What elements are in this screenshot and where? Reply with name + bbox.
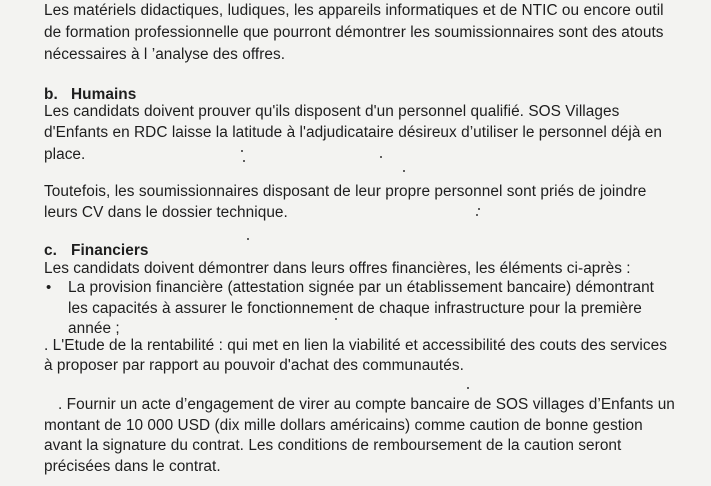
scan-speck: [380, 156, 382, 158]
scan-speck: [476, 214, 478, 216]
list-item-line: montant de 10 000 USD (dix mille dollars américains) comme caution de bonne gestion: [44, 417, 643, 434]
section-letter: c.: [44, 242, 57, 259]
paragraph-line: de formation professionnelle que pourront démontrer les soumissionnaires sont des atouts: [44, 24, 664, 41]
paragraph-line: Les candidats doivent démontrer dans leurs offres financières, les éléments ci-après :: [44, 260, 631, 277]
paragraph-line: nécessaires à l ’analyse des offres.: [44, 46, 286, 63]
list-item-line: avant la signature du contrat. Les conditions de remboursement de la caution seront: [44, 437, 622, 454]
paragraph-line: Les candidats doivent prouver qu'ils disposent d'un personnel qualifié. SOS Villages: [44, 103, 620, 120]
scan-speck: [478, 208, 480, 210]
list-item-line: à proposer par rapport au pouvoir d'achat des communautés.: [44, 357, 464, 374]
list-item-line: précisées dans le contrat.: [44, 458, 221, 475]
list-item-line: La provision financière (attestation signée par un établissement bancaire) démontrant: [68, 279, 655, 296]
section-title: Financiers: [71, 242, 149, 259]
scan-speck: [335, 318, 337, 320]
paragraph-line: Les matériels didactiques, ludiques, les appareils informatiques et de NTIC ou encore outil: [44, 2, 664, 19]
scan-speck: [247, 238, 249, 240]
list-item-line: les capacités à assurer le fonctionnement de chaque infrastructure pour la première: [68, 300, 642, 317]
paragraph-line: place.: [44, 146, 86, 163]
list-item-line: . L'Etude de la rentabilité : qui met en lien la viabilité et accessibilité des couts des services: [44, 337, 667, 354]
scan-speck: [243, 160, 245, 162]
paragraph-line: Toutefois, les soumissionnaires disposant de leur propre personnel sont priés de joindre: [44, 183, 647, 200]
section-title: Humains: [71, 86, 137, 103]
section-heading-financiers: [44, 242, 148, 260]
paragraph-line: leurs CV dans le dossier technique.: [44, 204, 288, 221]
scan-speck: [403, 170, 405, 172]
scan-speck: [241, 150, 243, 152]
list-item-line: . Fournir un acte d’engagement de virer au compte bancaire de SOS villages d’Enfants un: [58, 396, 675, 413]
section-letter: b.: [44, 86, 58, 103]
list-item-line: année ;: [68, 320, 120, 337]
section-heading-humains: [44, 86, 136, 104]
bullet-icon: •: [46, 279, 52, 296]
paragraph-line: d'Enfants en RDC laisse la latitude à l'adjudicataire désireux d’utiliser le personnel déjà en: [44, 124, 663, 141]
scan-speck: [467, 387, 469, 389]
